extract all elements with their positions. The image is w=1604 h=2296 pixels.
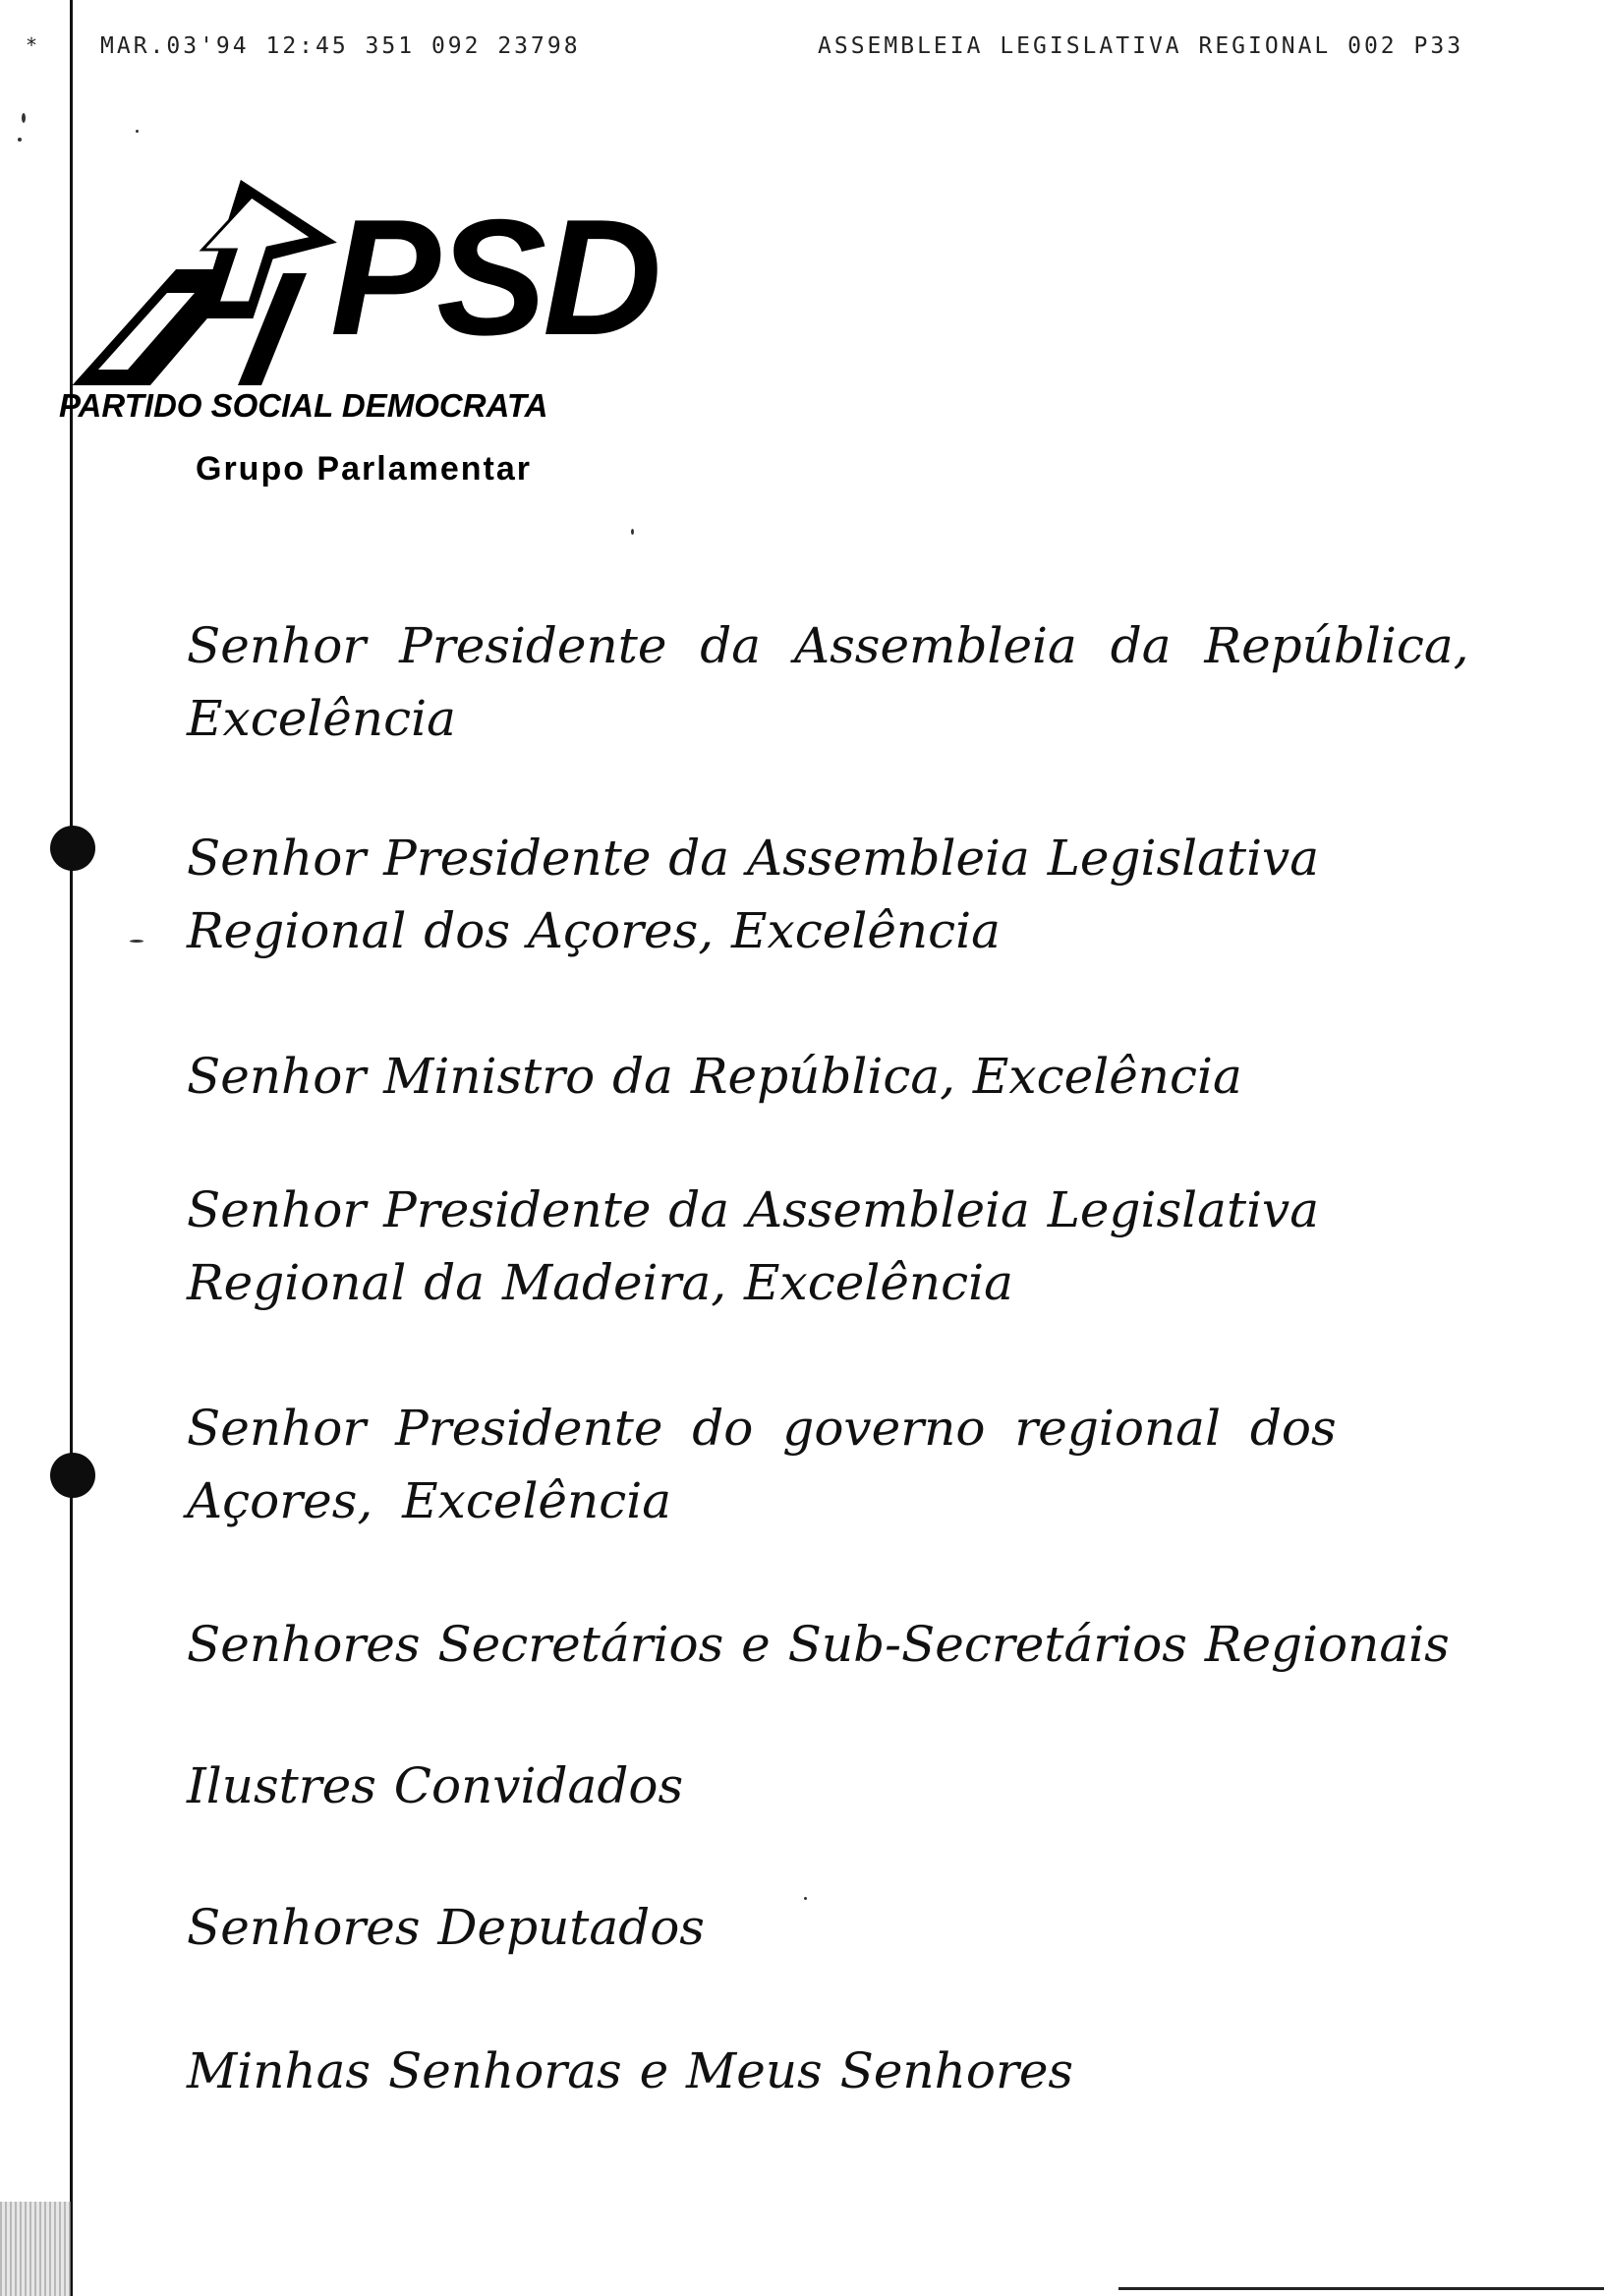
logo-group-label: Grupo Parlamentar bbox=[196, 450, 532, 488]
salutation-line: Senhor Ministro da República, Excelência bbox=[187, 1048, 1242, 1105]
salutation-line: Senhor Presidente do governo regional dos Açores, Excelência bbox=[187, 1400, 1337, 1529]
logo-party-name: PARTIDO SOCIAL DEMOCRATA bbox=[59, 387, 548, 424]
salutation-line: Ilustres Convidados bbox=[187, 1757, 684, 1814]
speck bbox=[136, 130, 139, 133]
salutation-line: Senhor Presidente da Assembleia da República, Excelência bbox=[187, 617, 1469, 747]
speck bbox=[130, 940, 143, 943]
salutation-line: Senhores Secretários e Sub-Secretários Regionais bbox=[187, 1616, 1450, 1673]
salutation-line: Senhor Presidente da Assembleia Legislativa Regional da Madeira, Excelência bbox=[187, 1181, 1320, 1311]
arrow-logo-icon bbox=[59, 177, 354, 403]
salutation-line: Minhas Senhoras e Meus Senhores bbox=[187, 2042, 1074, 2099]
speck bbox=[631, 529, 634, 535]
punch-hole-top bbox=[50, 826, 95, 871]
speck bbox=[22, 113, 26, 123]
fax-header bbox=[0, 33, 1604, 73]
punch-hole-bottom bbox=[50, 1453, 95, 1498]
bottom-rule bbox=[1118, 2287, 1604, 2290]
salutation-line: Senhores Deputados bbox=[187, 1899, 705, 1956]
psd-logo bbox=[59, 177, 688, 432]
scan-noise bbox=[0, 2202, 71, 2296]
margin-mark: * bbox=[26, 33, 41, 57]
speck bbox=[18, 138, 22, 142]
logo-acronym: PSD bbox=[330, 185, 659, 370]
fax-header-left: MAR.03'94 12:45 351 092 23798 bbox=[100, 33, 581, 59]
salutation-line: Senhor Presidente da Assembleia Legislativa Regional dos Açores, Excelência bbox=[187, 830, 1320, 959]
fax-header-right: ASSEMBLEIA LEGISLATIVA REGIONAL 002 P33 bbox=[818, 33, 1464, 59]
